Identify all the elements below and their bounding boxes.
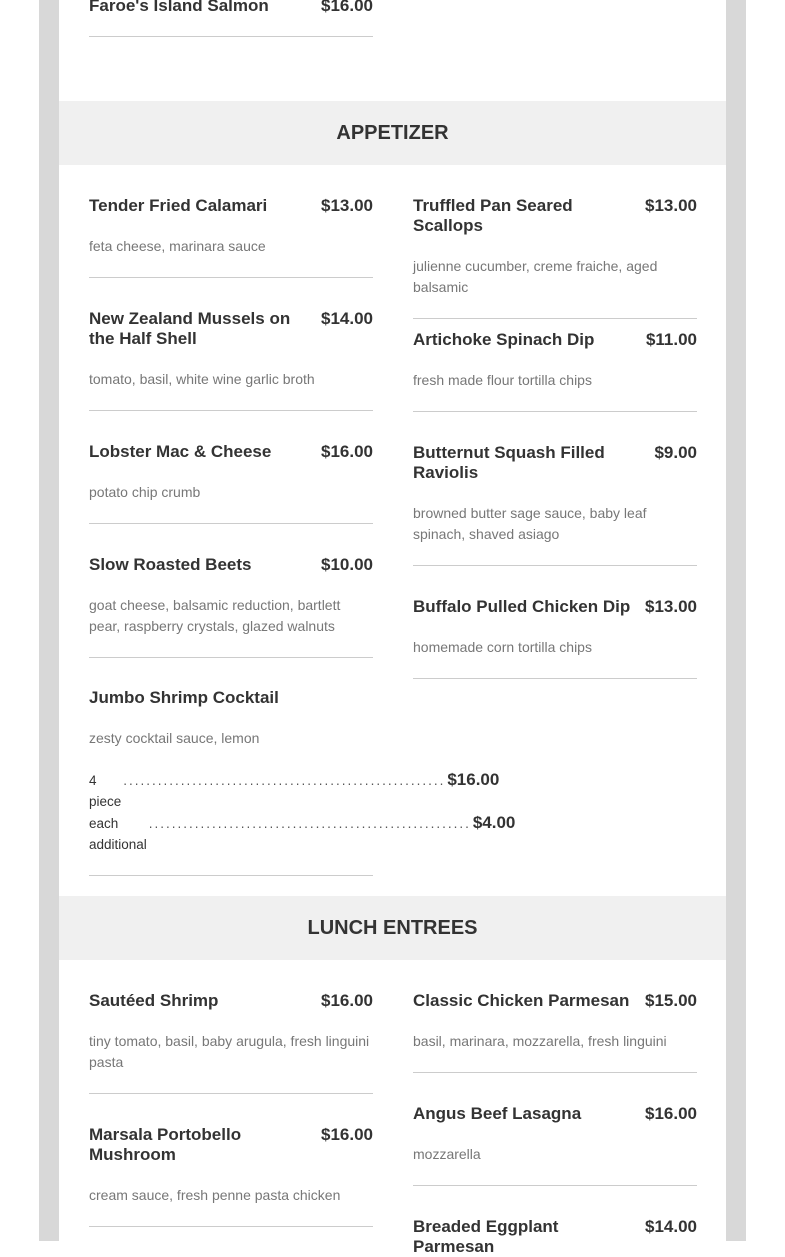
- option-label: each additional: [89, 816, 147, 852]
- divider: [413, 565, 697, 566]
- menu-item: [89, 688, 516, 876]
- menu-item: [89, 442, 373, 524]
- item-description: mozzarella: [413, 1146, 481, 1162]
- menu-item: [413, 443, 697, 566]
- item-name: Tender Fried Calamari: [89, 196, 268, 215]
- item-name: Sautéed Shrimp: [89, 991, 219, 1010]
- item-name: Angus Beef Lasagna: [413, 1104, 582, 1123]
- item-description: cream sauce, fresh penne pasta chicken: [89, 1187, 341, 1203]
- divider: [89, 1226, 373, 1227]
- menu-item: [413, 1104, 697, 1186]
- item-name: Buffalo Pulled Chicken Dip: [413, 597, 631, 616]
- price-option: [89, 769, 500, 812]
- menu-item: [89, 0, 373, 37]
- divider: [413, 411, 697, 412]
- menu-item: [89, 1125, 373, 1227]
- option-price: $4.00: [472, 813, 516, 832]
- section-title: APPETIZER: [336, 121, 449, 144]
- item-name: Lobster Mac & Cheese: [89, 442, 272, 461]
- section-header-lunch-entrees: [59, 896, 726, 960]
- item-name: Artichoke Spinach Dip: [413, 330, 595, 349]
- item-name: Truffled Pan Seared Scallops: [413, 196, 573, 235]
- item-description: feta cheese, marinara sauce: [89, 238, 266, 254]
- item-name: Slow Roasted Beets: [89, 555, 252, 574]
- item-price: $16.00: [645, 1104, 697, 1123]
- item-price: $13.00: [321, 196, 373, 215]
- item-price: $14.00: [645, 1217, 697, 1236]
- section-title: LUNCH ENTREES: [307, 916, 478, 939]
- item-name: Butternut Squash Filled Raviolis: [413, 443, 605, 482]
- divider: [89, 36, 373, 37]
- menu-item: [89, 991, 373, 1094]
- item-name: Marsala Portobello Mushroom: [89, 1125, 242, 1164]
- item-price: $14.00: [321, 309, 373, 328]
- item-name: Faroe's Island Salmon: [89, 0, 269, 15]
- item-price: $16.00: [321, 1125, 373, 1144]
- item-description: tomato, basil, white wine garlic broth: [89, 371, 315, 387]
- divider: [413, 1185, 697, 1186]
- item-description: tiny tomato, basil, baby arugula, fresh linguini pasta: [89, 1033, 370, 1070]
- option-price: $16.00: [447, 770, 500, 789]
- item-price: $10.00: [321, 555, 373, 574]
- item-description: browned butter sage sauce, baby leaf spinach, shaved asiago: [413, 505, 647, 542]
- item-price: $16.00: [321, 0, 373, 15]
- leader-dots: ........................................................: [148, 816, 471, 831]
- item-description: homemade corn tortilla chips: [413, 639, 592, 655]
- menu-item: [413, 196, 697, 319]
- divider: [89, 657, 373, 658]
- item-price: $15.00: [645, 991, 697, 1010]
- item-description: julienne cucumber, creme fraiche, aged balsamic: [413, 258, 658, 295]
- item-price: $13.00: [645, 196, 697, 215]
- divider: [413, 1072, 697, 1073]
- menu-item: [89, 309, 373, 411]
- item-description: goat cheese, balsamic reduction, bartlett pear, raspberry crystals, glazed walnuts: [89, 597, 341, 634]
- price-option: [89, 812, 516, 855]
- divider: [89, 410, 373, 411]
- item-name: New Zealand Mussels on the Half Shell: [89, 309, 291, 348]
- item-name: Jumbo Shrimp Cocktail: [89, 688, 279, 707]
- item-price: $9.00: [654, 443, 697, 462]
- menu-item: [89, 555, 373, 658]
- item-price: $13.00: [645, 597, 697, 616]
- leader-dots: ........................................................: [123, 773, 446, 788]
- menu-item: [413, 330, 697, 412]
- option-label: 4 piece: [89, 773, 122, 809]
- menu-item: [413, 991, 697, 1073]
- item-name: Breaded Eggplant Parmesan: [413, 1217, 559, 1256]
- menu-item: [413, 1217, 697, 1257]
- divider: [413, 318, 697, 319]
- item-price: $16.00: [321, 442, 373, 461]
- divider: [89, 1093, 373, 1094]
- item-description: fresh made flour tortilla chips: [413, 372, 592, 388]
- item-description: basil, marinara, mozzarella, fresh linguini: [413, 1033, 667, 1049]
- menu-item: [413, 597, 697, 679]
- divider: [89, 523, 373, 524]
- menu-page: [59, 0, 726, 1256]
- section-header-appetizer: [59, 101, 726, 165]
- item-description: potato chip crumb: [89, 484, 201, 500]
- item-price: $11.00: [645, 330, 697, 349]
- divider: [413, 678, 697, 679]
- divider: [89, 277, 373, 278]
- item-price: $16.00: [321, 991, 373, 1010]
- menu-item: [89, 196, 373, 278]
- divider: [89, 875, 373, 876]
- item-name: Classic Chicken Parmesan: [413, 991, 630, 1010]
- item-description: zesty cocktail sauce, lemon: [89, 730, 260, 746]
